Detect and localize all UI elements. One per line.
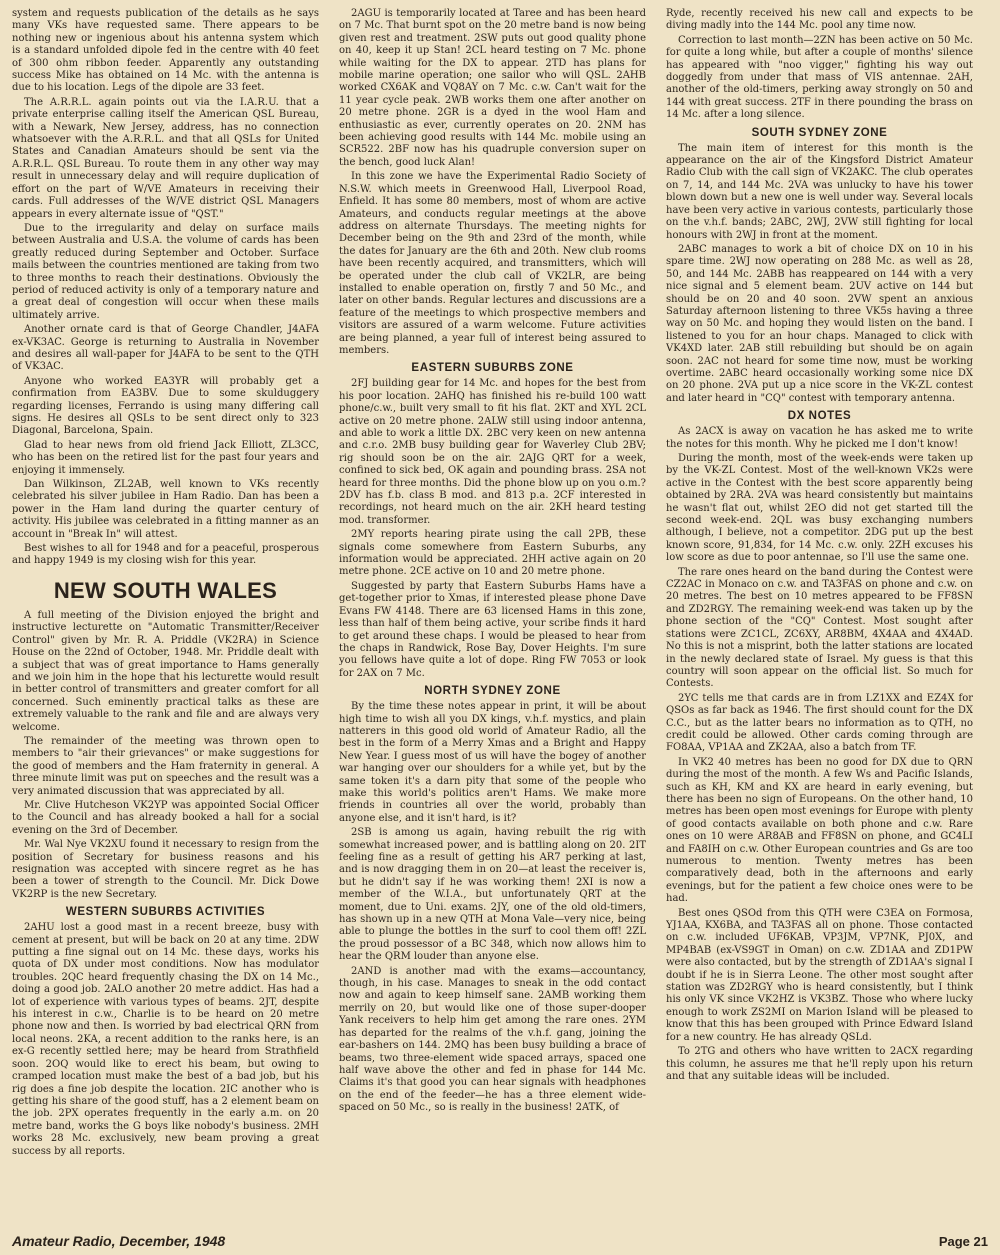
section-heading-nsw: NEW SOUTH WALES bbox=[53, 577, 278, 603]
zone-heading-dx-notes: DX NOTES bbox=[787, 410, 852, 423]
zone-heading-north-sydney: NORTH SYDNEY ZONE bbox=[424, 685, 561, 698]
text-columns bbox=[12, 8, 988, 1226]
page-footer bbox=[12, 1223, 988, 1249]
zone-heading-western-suburbs: WESTERN SUBURBS ACTIVITIES bbox=[65, 906, 266, 919]
paragraph: The A.R.R.L. again points out via the I.A.R.U. that a private enterprise calling itself the American QSL Bureau, with a Newark, New Jersey, address, has no connection whatsoever with the A.R.R.L. and that all QSLs for United States and Canadian Amateurs should be sent via the A.R.R.L. QSL Bureau. To route them in any other way may result in unnecessary delay and will require duplication of effort on the part of W/VE Amateurs in receiving their cards. Full addresses of the W/VE district QSL Managers appears in every alternate issue of "QST." bbox=[12, 96, 319, 220]
paragraph: 2MY reports hearing pirate using the call 2PB, these signals come somewhere from Eastern Suburbs, any information would be appreciated. 2HH active again on 20 metre phone. 2CE active on 10 and 20 metre phone. bbox=[339, 529, 646, 578]
paragraph: Best wishes to all for 1948 and for a peaceful, prosperous and happy 1949 is my closing wish for this year. bbox=[12, 543, 319, 567]
paragraph: During the month, most of the week-ends were taken up by the VK-ZL Contest. Most of the well-known VK2s were active in the Contest with the best score apparently being obtained by 2RA. 2VA was heard consistently but maintains he wasn't flat out, whilst 2EO did not get started till the second week-end. 2QL was busy exchanging numbers although, I believe, not a competitor. 2DG put up the best known score, 91,834, for 14 Mc. c.w. only. 2ZH excuses his low score as due to poor antennae, so I'll use the same one. bbox=[666, 453, 973, 564]
paragraph: Dan Wilkinson, ZL2AB, well known to VKs recently celebrated his silver jubilee in Ham Radio. Dan has been a power in the Ham land during the quarter century of activity. His jubilee was celebrated in a fitting manner as an account in "Break In" will attest. bbox=[12, 479, 319, 540]
paragraph: The remainder of the meeting was thrown open to members to "air their grievances" or make suggestions for the good of members and the Ham fraternity in general. A three minute limit was put on speeches and the result was a very animated discussion that was appreciated by all. bbox=[12, 735, 319, 797]
paragraph: In VK2 40 metres has been no good for DX due to QRN during the most of the month. A few Ws and Pacific Islands, such as KH, KM and KX are heard in early evening, but there has been no sign of Europeans. On the other hand, 10 metres has been open most evenings for Europe with plenty of good contacts available on both phone and c.w. Rare ones on 10 were AR8AB and FF8SN on phone, and GC4LI and FA8IH on c.w. Other European countries and Gs are too numerous to mention. Twenty metres has been comparatively dead, both in the afternoons and early evenings, but for the patient a few choice ones were to be had. bbox=[666, 756, 973, 905]
paragraph: In this zone we have the Experimental Radio Society of N.S.W. which meets in Greenwood Hall, Liverpool Road, Enfield. It has some 80 members, most of whom are active Amateurs, and conducts regular meetings at the above address on alternate Thursdays. The meeting nights for December being on the 9th and 23rd of the month, while the dates for January are the 6th and 20th. New club rooms have been recently acquired, and transmitters, which will be operated under the club call of VK2LR, are being installed to enable operation on, firstly 7 and 50 Mc., and later on other bands. Regular lectures and discussions are a feature of the meetings to which prospective members and visitors are assured of a warm welcome. Future activities are being planned, a year full of interest being assured to members. bbox=[339, 171, 646, 356]
paragraph: Suggested by party that Eastern Suburbs Hams have a get-together prior to Xmas, if interested please phone Dave Evans FW 4148. There are 63 licensed Hams in this zone, less than half of them being active, your scribe finds it hard to get around these chaps. I would be pleased to hear from the chaps in Randwick, Rose Bay, Dover Heights. I'm sure you fellows have quite a lot of dope. Ring FW 7053 or look for 2AX on 7 Mc. bbox=[339, 580, 646, 679]
paragraph: By the time these notes appear in print, it will be about high time to wish all you DX kings, v.h.f. mystics, and plain natterers in this good old world of Amateur Radio, all the best in the form of a Merry Xmas and a Bright and Happy New Year. I guess most of us will have the bogey of another war hanging over our shoulders for a while yet, but by the same token it's a darn pity that some of the people who make this world's politics aren't Hams. We make more friends in countries all over the world, probably than anyone else, and it isn't hard, is it? bbox=[339, 701, 646, 824]
paragraph: Mr. Clive Hutcheson VK2YP was appointed Social Officer to the Council and has already booked a hall for a social evening on the 3rd of December. bbox=[12, 799, 319, 836]
paragraph: The main item of interest for this month is the appearance on the air of the Kingsford District Amateur Radio Club with the call sign of VK2AKC. The club operates on 7, 14, and 144 Mc. 2VA was unlucky to have his tower blown down but a new one is well under way. Several locals have been very active in various contests, particularly those on the v.h.f. bands; 2ABC, 2WJ, 2VW still fighting for local honours with 2WJ in front at the moment. bbox=[666, 142, 973, 241]
column-right bbox=[666, 8, 973, 1226]
paragraph: Anyone who worked EA3YR will probably get a confirmation from EA3BV. Due to some skulduggery regarding licenses, Ferrando is using many differing call signs. He desires all QSLs to be sent direct only to 323 Diagonal, Barcelona, Spain. bbox=[12, 375, 319, 437]
zone-heading-eastern-suburbs: EASTERN SUBURBS ZONE bbox=[411, 362, 574, 375]
paragraph: A full meeting of the Division enjoyed the bright and instructive lecturette on "Automatic Transmitter/Receiver Control" given by Mr. R. A. Priddle (VK2RA) in Science House on the 22nd of October, 1948. Mr. Priddle dealt with a subject that was of great importance to Hams generally and we join him in the hope that his lecturette would result in better control of transmitters and greater comfort for all concerned. Such eminently practical talks as these are extremely valuable to the rank and file and are always very welcome. bbox=[12, 609, 319, 733]
paragraph: Best ones QSOd from this QTH were C3EA on Formosa, YJ1AA, KX6BA, and TA3FAS all on phone. Those contacted on c.w. included UF6KAB, VP3JM, VP7NK, PJ0X, and MP4BAB (ex-VS9GT in Oman) on c.w. ZD1AA and ZD1PW were also contacted, but by the strength of ZD1AA's signal I doubt if he is in Sierra Leone. The other most sought after station was ZD2RGY who is heard consistently, but I think his only VK since VK2HZ is VK3BZ. Those who where lucky enough to work ZS2MI on Marion Island will be pleased to know that this has been grouped with Prince Edward Island for a new country. He has already QSLd. bbox=[666, 907, 973, 1043]
paragraph: To 2TG and others who have written to 2ACX regarding this column, he assures me that he'll reply upon his return and that any suitable ideas will be included. bbox=[666, 1046, 973, 1082]
paragraph: 2AHU lost a good mast in a recent breeze, busy with cement at present, but will be back on 20 at any time. 2DW putting a fine signal out on 14 Mc. these days, works his quota of DX under most conditions. Now has modulator troubles. 2QC heard frequently chasing the DX on 14 Mc., doing a good job. 2ALO another 20 metre addict. Has had a lot of experience with various types of beams. 2JT, despite his interest in c.w., Charlie is to be heard on 20 metre phone now and then. Is worried by bad electrical QRN from local neons. 2KA, a recent addition to the ranks here, is an ex-G recently settled here; may be heard from Strathfield soon. 2OQ would like to erect his beam, but owing to cramped location must make the best of a bad job, but his rig does a fine job despite the location. 2IC another who is getting his share of the good stuff, has a 2 element beam on the job. 2PX operates frequently in the early a.m. on 20 metre band, works the G boys like nobody's business. 2MH works 28 Mc. exclusively, new beam proving a great success by all reports. bbox=[12, 922, 319, 1157]
paragraph: As 2ACX is away on vacation he has asked me to write the notes for this month. Why he picked me I don't know! bbox=[666, 426, 973, 450]
paragraph: Due to the irregularity and delay on surface mails between Australia and U.S.A. the volume of cards has been greatly reduced during September and October. Surface mails between the countries mentioned are taking from two to three months to reach their destinations. Obviously the period of reduced activity is only of a temporary nature and a great deal of congestion will occur when these mails ultimately arrive. bbox=[12, 222, 319, 321]
paragraph: 2ABC manages to work a bit of choice DX on 10 in his spare time. 2WJ now operating on 288 Mc. as well as 28, 50, and 144 Mc. 2ABB has reappeared on 144 with a very nice signal and 5 element beam. 2UV active on 144 but should be on 20 and 40 soon. 2VW spent an anxious Saturday afternoon listening to three VK5s having a three way on 50 Mc. and hoping they would listen on the band. I listened to you for an hour chaps. Managed to click with VK4XD later. 2AB still rebuilding but should be on again soon. 2AC not heard for some time now, must be working overtime. 2ABC heard occasionally working some nice DX on 20 phone. 2VA put up a nice score in the VK-ZL contest and later heard in "CQ" contest with temporary antenna. bbox=[666, 243, 973, 404]
paragraph: 2YC tells me that cards are in from LZ1XX and EZ4X for QSOs as far back as 1946. The first should count for the DX C.C., but as the latter bears no information as to QTH, no credit could be allowed. Other cards coming through are FO8AA, VP1AA and ZK2AA, also a batch from TF. bbox=[666, 692, 973, 754]
paragraph: The rare ones heard on the band during the Contest were CZ2AC in Monaco on c.w. and TA3FAS on phone and c.w. on 20 metres. The best on 10 metres appeared to be FF8SN and ZD2RGY. The remaining week-end was taken up by the phone section of the "CQ" Contest. Most sought after stations were ZC1CL, ZC6XY, AR8BM, 4X4AA and 4X4AD. No this is not a misprint, both the latter stations are located in the newly declared state of Israel. My guess is that this country will soon appear on the official list. So much for Contests. bbox=[666, 566, 973, 690]
paragraph: 2AGU is temporarily located at Taree and has been heard on 7 Mc. That burnt spot on the 20 metre band is now being given rest and treatment. 2SW puts out good quality phone on 40, keep it up Stan! 2CL heard testing on 7 Mc. phone while waiting for the DX to appear. 2TD has plans for mobile marine operation; one sailor who will QSL. 2AHB worked CX6AK and VQ8AY on 7 Mc. c.w. Can't wait for the 11 year cycle peak. 2WB works them one after another on 20 metre phone. 2GR is a dyed in the wool Ham and enthusiastic as ever, currently operates on 20. 2NM has been achieving good results with 144 Mc. mobile using an SCR522. 2BF now has his quadruple conversion super on the bench, good luck Alan! bbox=[339, 8, 646, 168]
zone-heading-south-sydney: SOUTH SYDNEY ZONE bbox=[751, 126, 888, 139]
paragraph: Ryde, recently received his new call and expects to be diving madly into the 144 Mc. pool any time now. bbox=[666, 8, 973, 32]
column-left bbox=[12, 8, 319, 1226]
paragraph: 2AND is another mad with the exams—accountancy, though, in his case. Manages to sneak in the odd contact now and again to keep himself sane. 2AMB working them merrily on 20, but would like one of those super-dooper Yank receivers to help him get among the rare ones. 2YM has departed for the realms of the v.h.f. gang, joining the ear-bashers on 144. 2MQ has been busy building a brace of beams, two three-element wide spaced arrays, spaced one half wave above the other and fed in phase for 144 Mc. Claims it's that good you can hear signals with headphones on the end of the feeder—he has a three element wide-spaced on 50 Mc., so is really in the business! 2ATK, of bbox=[339, 965, 646, 1114]
paragraph: system and requests publication of the details as he says many VKs have requested same. There appears to be nothing new or ingenious about his antenna system which is a standard unfolded dipole fed in the centre with 40 feet of 300 ohm ribbon feeder. Apparently any outstanding success Mike has obtained on 14 Mc. with the antenna is due to his location. Legs of the dipole are 33 feet. bbox=[12, 8, 319, 94]
paragraph: Glad to hear news from old friend Jack Elliott, ZL3CC, who has been on the retired list for the past four years and enjoying it immensely. bbox=[12, 439, 319, 476]
column-middle bbox=[339, 8, 646, 1226]
paragraph: Another ornate card is that of George Chandler, J4AFA ex-VK3AC. George is returning to Australia in November and desires all wall-paper for J4AFA to be sent to the QTH of VK3AC. bbox=[12, 324, 319, 373]
footer-page-number: Page 21 bbox=[938, 1234, 988, 1249]
paragraph: 2FJ building gear for 14 Mc. and hopes for the best from his poor location. 2AHQ has finished his re-build 100 watt phone/c.w., built very small to fit his flat. 2KT and XYL 2CL active on 20 metre phone. 2ALW still using indoor antenna, and able to work a little DX. 2BC very keen on new antenna and c.r.o. 2MB busy building gear for Waverley Club 2BV; rig should soon be on the air. 2AJG QRT for a week, confined to sick bed, OK again and pounding brass. 2SA not heard for three months. Did the phone blow up on you o.m.? 2DV has f.b. class B mod. and 813 p.a. 2CF interested in recordings, not heard much on the air. 2KH heard testing mod. transformer. bbox=[339, 378, 646, 526]
footer-publication: Amateur Radio, December, 1948 bbox=[12, 1233, 226, 1249]
paragraph: 2SB is among us again, having rebuilt the rig with somewhat increased power, and is battling along on 20. 2IT feeling fine as a result of getting his AR7 perking at last, and is now dragging them in on 20—at least the receiver is, but he didn't say if he was working them! 2XI is now a member of the W.I.A., but unfortunately QRT at the moment, due to Uni. exams. 2JY, one of the old old-timers, has shown up in a new QTH at Mona Vale—very nice, being able to plunge the bottles in the surf to cool them off! 2ZL the proud possessor of a BC 348, which now allows him to hear the QRM louder than anyone else. bbox=[339, 827, 646, 963]
paragraph: Mr. Wal Nye VK2XU found it necessary to resign from the position of Secretary for business reasons and his resignation was accepted with sincere regret as he has been a tower of strength to the Council. Mr. Dick Dowe VK2RP is the new Secretary. bbox=[12, 839, 319, 900]
paragraph: Correction to last month—2ZN has been active on 50 Mc. for quite a long while, but after a couple of months' silence has appeared with "noo vigger," fighting his way out doggedly from under that mass of VIS antennae. 2AH, another of the old-timers, perking away strongly on 50 and 144 with great success. 2TF in there pounding the brass on 14 Mc. after a long silence. bbox=[666, 34, 973, 121]
